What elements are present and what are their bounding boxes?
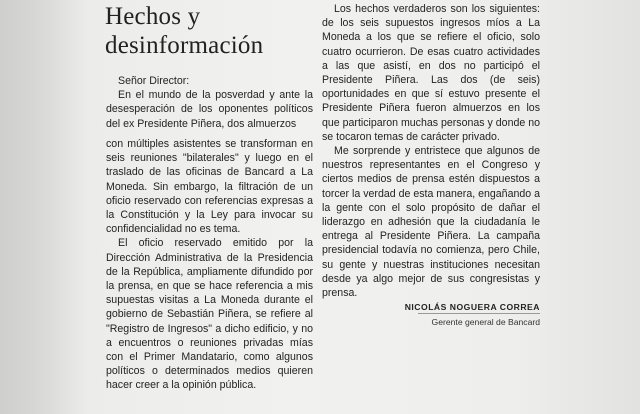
paragraph-2: El oficio reservado emitido por la Dirección Administrativa de la Presidencia de la República, ampliamente difundido por la prensa, en que se hace referencia a mis supuestas visitas a La Moneda durante el gobierno de Sebastián Piñera, se refiere al "Registro de Ingresos" a dicho edificio, y no a encuentros o reuniones privadas mías con el Primer Mandatario, como algunos políticos o determinados medios quieren hacer creer a la opinión pública. xyxy=(106,237,313,392)
headline-line-2: desinformación xyxy=(105,32,264,59)
page-shadow xyxy=(0,0,90,414)
column-2 xyxy=(322,2,540,328)
paragraph-4: Me sorprende y entristece que algunos de nuestros representantes en el Congreso y ciertos medios de prensa estén dispuestos a torcer la verdad de esta manera, engañando a la gente con el solo propósito de dañar el liderazgo en adhesión que la ciudadanía le entrega al Presidente Piñera. La campaña presidencial todavía no comienza, pero Chile, su gente y nuestras instituciones necesitan desde ya algo mejor de sus congresistas y prensa. xyxy=(322,145,540,300)
paragraph-1-rest: con múltiples asistentes se transforman en seis reuniones "bilaterales" y luego en el traslado de las oficinas de Bancard a La Moneda. Sin embargo, la filtración de un oficio reservado con referencias expresas a la Constitución y la Ley para invocar su confidencialidad no es tema. xyxy=(106,138,313,236)
signature-title: Gerente general de Bancard xyxy=(418,313,540,328)
paragraph-3: Los hechos verdaderos son los siguientes: de los seis supuestos ingresos míos a La Moneda a los que se refiere el oficio, solo cuatro ocurrieron. De esas cuatro actividades a las que asistí, en dos no participó el Presidente Piñera. Las dos (de seis) oportunidades en que sí estuvo presente el Presidente Piñera fueron almuerzos en los que participaron muchas personas y donde no se tocaron temas de carácter privado. xyxy=(322,3,540,143)
column-1-top xyxy=(106,74,313,131)
headline xyxy=(105,2,320,60)
column-1-bottom xyxy=(106,137,313,393)
signature-name: NICOLÁS NOGUERA CORREA xyxy=(404,302,540,313)
salutation: Señor Director: xyxy=(118,75,190,87)
paragraph-1-top: En el mundo de la posverdad y ante la desesperación de los oponentes políticos del ex Presidente Piñera, dos almuerzos xyxy=(106,89,313,130)
headline-line-1: Hechos y xyxy=(105,3,201,30)
